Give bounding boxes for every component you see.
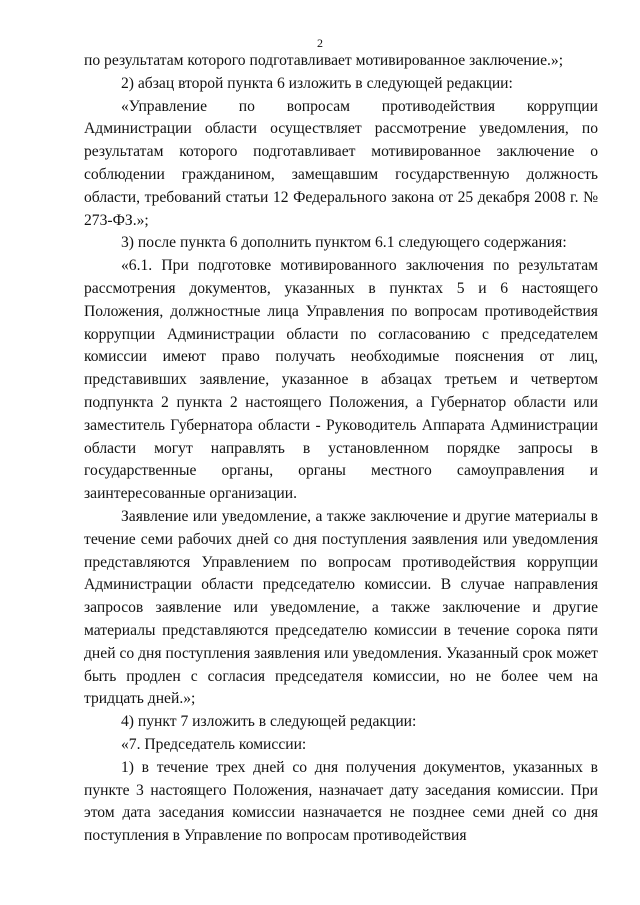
paragraph-point-6-1: «6.1. При подготовке мотивированного заключения по результатам рассмотрения документов, указанных в пунктах 5 и 6 настоящего Положения, должностные лица Управления по вопросам противодействия коррупции Администрации области по согласованию с председателем комиссии имеют право получать необходимые пояснения от лиц, представивших заявление, указанное в абзацах третьем и четвертом подпункта 2 пункта 2 настоящего Положения, а Губернатор области или заместитель Губернатора области - Руководитель Аппарата Администрации области могут направлять в установленном порядке запросы в государственные органы, органы местного самоуправления и заинтересованные организации. bbox=[84, 257, 598, 503]
paragraph-item-3: 3) после пункта 6 дополнить пунктом 6.1 следующего содержания: bbox=[121, 234, 567, 252]
paragraph-item-4: 4) пункт 7 изложить в следующей редакции: bbox=[121, 713, 417, 731]
paragraph-item-2: 2) абзац второй пункта 6 изложить в следующей редакции: bbox=[121, 74, 513, 92]
page-number: 2 bbox=[317, 36, 323, 50]
paragraph-point-7-heading: «7. Председатель комиссии: bbox=[121, 735, 307, 753]
paragraph-quote-point-6: «Управление по вопросам противодействия коррупции Администрации области осуществляет рассмотрение уведомления, по результатам которого подготавливает мотивированное заключение о соблюдении гражданином, замещавшим государственную должность области, требований статьи 12 Федерального закона от 25 декабря 2008 г. № 273-ФЗ.»; bbox=[84, 97, 598, 229]
paragraph-point-7-subitem-1: 1) в течение трех дней со дня получения документов, указанных в пункте 3 настоящего Положения, назначает дату заседания комиссии. При этом дата заседания комиссии назначается не позднее семи дней со дня поступления в Управление по вопросам противодействия bbox=[84, 758, 598, 845]
paragraph-statement-submission: Заявление или уведомление, а также заключение и другие материалы в течение семи рабочих дней со дня поступления заявления или уведомления представляются Управлением по вопросам противодействия коррупции Администрации области председателю комиссии. В случае направления запросов заявление или уведомление, а также заключение и другие материалы представляются председателю комиссии в течение сорока пяти дней со дня поступления заявления или уведомления. Указанный срок может быть продлен с согласия председателя комиссии, но не более чем на тридцать дней.»; bbox=[84, 507, 598, 708]
paragraph-continuation: по результатам которого подготавливает мотивированное заключение.»; bbox=[84, 52, 564, 69]
document-body bbox=[84, 50, 598, 848]
